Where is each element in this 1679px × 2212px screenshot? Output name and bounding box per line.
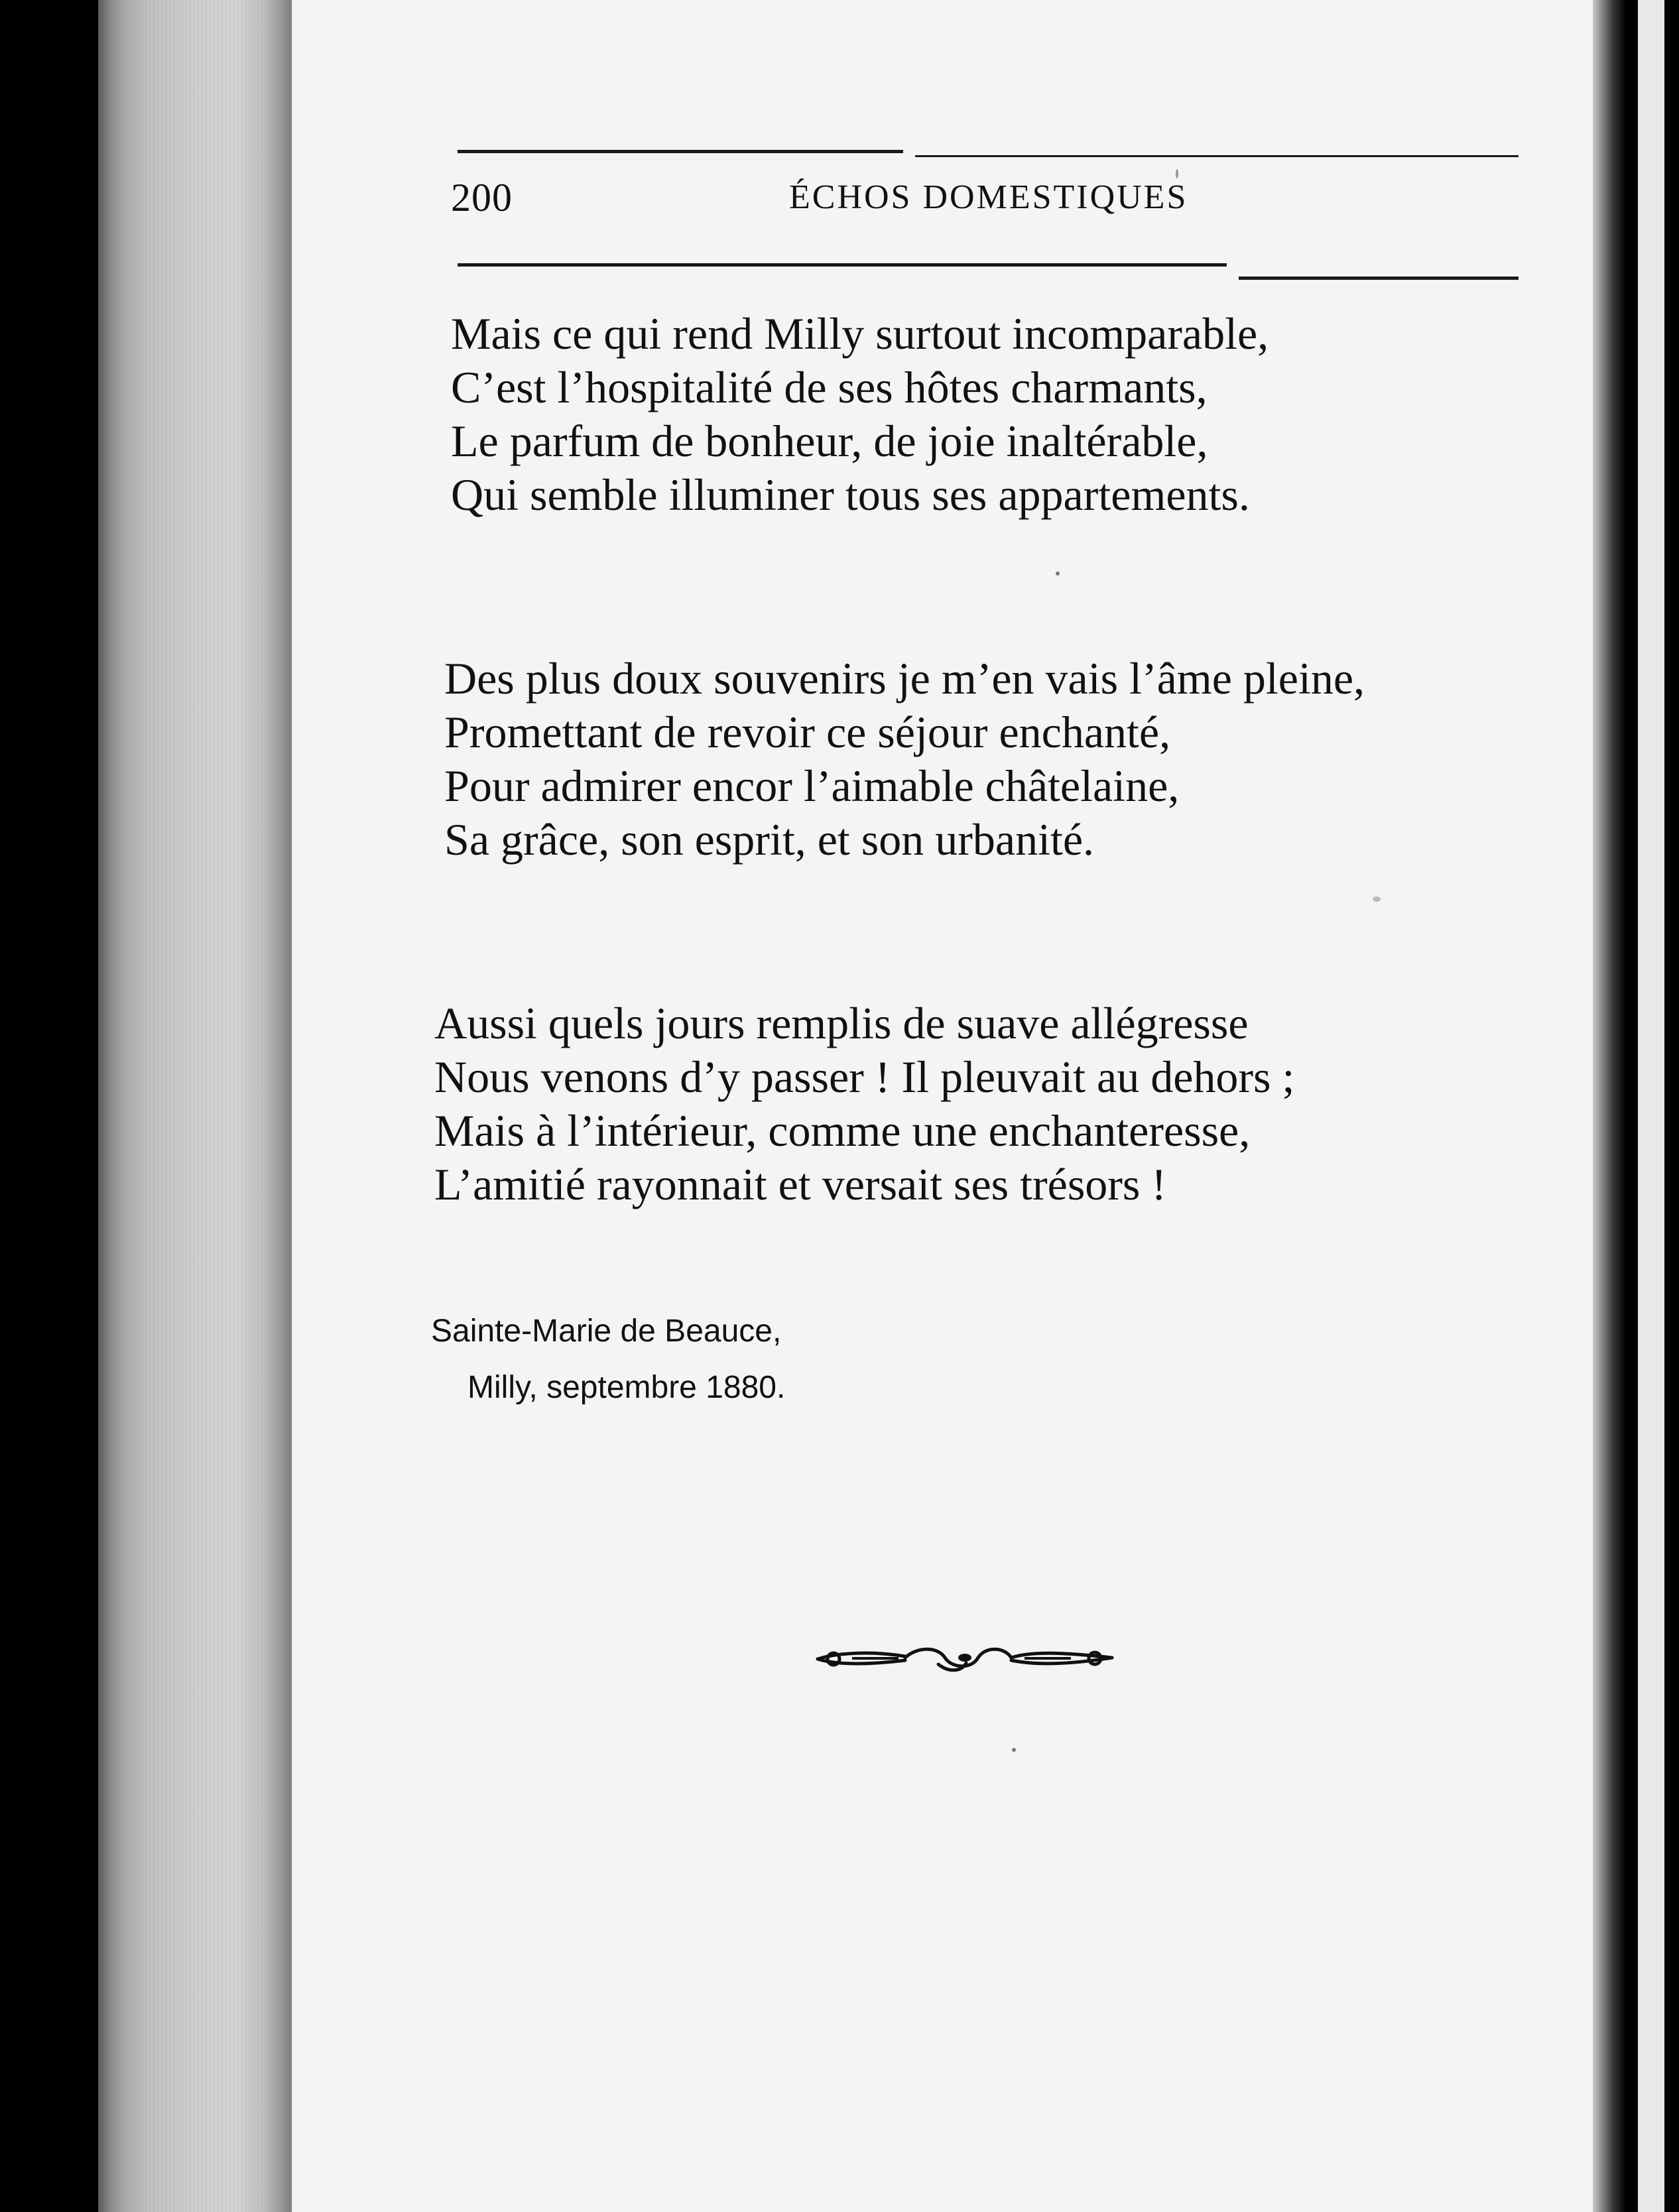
scroll-tailpiece-icon: [812, 1638, 1117, 1678]
header-rule-bottom-right: [1239, 276, 1519, 280]
signature-place: Sainte-Marie de Beauce,: [431, 1314, 782, 1349]
scan-speck: [1373, 896, 1381, 902]
running-title: ÉCHOS DOMESTIQUES: [789, 178, 1188, 216]
verse-line: Des plus doux souvenirs je m’en vais l’âme pleine,: [444, 653, 1365, 704]
verse-line: Mais à l’intérieur, comme une enchanteresse,: [434, 1105, 1251, 1156]
scan-speck: [1056, 572, 1060, 576]
scan-speck: [1176, 169, 1178, 178]
verse-line: Aussi quels jours remplis de suave allégresse: [434, 998, 1249, 1048]
scan-border-left: [0, 0, 98, 2212]
verse-line: C’est l’hospitalité de ses hôtes charmants,: [451, 362, 1208, 412]
stanza-1: [451, 307, 1512, 522]
stanza-3: [434, 997, 1495, 1211]
verse-line: Qui semble illuminer tous ses appartements.: [451, 469, 1250, 520]
book-page-edge: [98, 0, 292, 2212]
page-number: 200: [451, 176, 513, 219]
verse-line: Sa grâce, son esprit, et son urbanité.: [444, 814, 1095, 865]
page-gutter-right: [1593, 0, 1626, 2212]
header-rule-bottom-left: [458, 263, 1227, 267]
header-rule-top-left: [458, 150, 903, 153]
scan-speck: [1012, 1748, 1016, 1752]
header-rule-top-right: [915, 155, 1519, 157]
verse-line: Nous venons d’y passer ! Il pleuvait au dehors ;: [434, 1052, 1295, 1102]
verse-line: Mais ce qui rend Milly surtout incomparable,: [451, 308, 1269, 359]
signature-date: Milly, septembre 1880.: [467, 1370, 786, 1405]
verse-line: Le parfum de bonheur, de joie inaltérable,: [451, 416, 1208, 466]
verse-line: Pour admirer encor l’aimable châtelaine,: [444, 761, 1180, 811]
verse-line: Promettant de revoir ce séjour enchanté,: [444, 707, 1171, 757]
stanza-2: [444, 652, 1505, 867]
next-page-edge: [1638, 0, 1664, 2212]
verse-line: L’amitié rayonnait et versait ses trésors !: [434, 1159, 1167, 1209]
